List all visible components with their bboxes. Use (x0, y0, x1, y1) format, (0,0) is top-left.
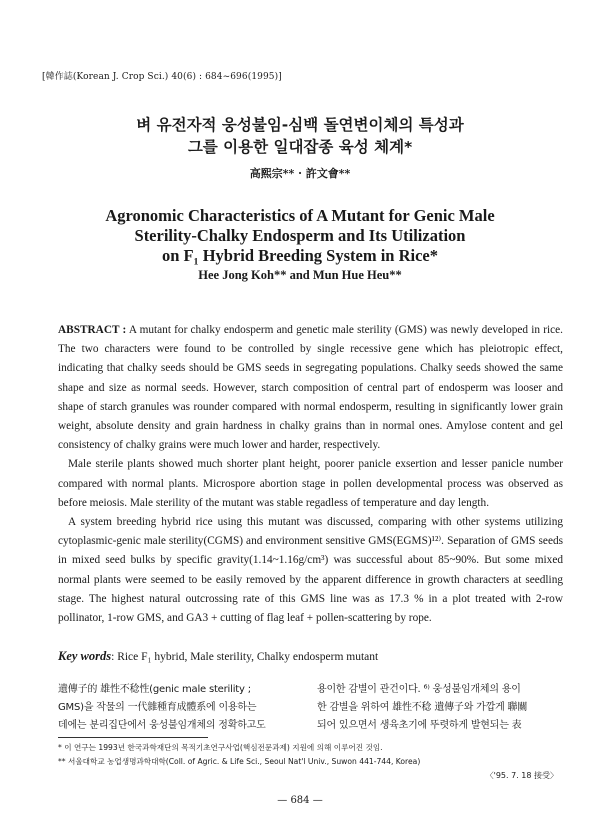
body-line: 용이한 감별이 관건이다. ⁶⁾ 웅성불임개체의 용이 (317, 684, 521, 695)
korean-title-line-2: 그를 이용한 일대잡종 육성 체계* (187, 138, 413, 156)
keywords-text: : Rice F₁ hybrid, Male sterility, Chalky endosperm mutant (111, 651, 379, 663)
abstract-paragraph-1 (58, 321, 563, 455)
keywords-label: Key words (58, 649, 112, 663)
received-date: 〈'95. 7. 18 接受〉 (485, 771, 558, 780)
body-line: 한 감별을 위하여 雄性不稔 遺傳子와 가깝게 聯關 (317, 702, 528, 713)
abstract-label: ABSTRACT : (58, 324, 127, 336)
english-title-line-2: Sterility-Chalky Endosperm and Its Utilization (134, 226, 466, 245)
english-authors: Hee Jong Koh** and Mun Hue Heu** (198, 268, 402, 282)
abstract-paragraph-3: A system breeding hybrid rice using this mutant was discussed, comparing with other systems utilizing cytoplasmic-genic male sterility(CGMS) and environment sensitive GMS(EGMS)¹²⁾. Separation of GMS seeds in mixed seed bulks by specific gravity(1.14~1.16g/cm³) was successful about 85~90%. But some mixed normal plants were seemed to be easily removed by the apparent difference in growth characters at seedling stage. The highest natural outcrossing rate of this GMS line was as 17.3 % in a plot treated with 2-row pollinator, 1-row GMS, and GA3 + cutting of flag leaf + pollen-scattering by rope. (58, 516, 563, 625)
journal-reference: [韓作誌(Korean J. Crop Sci.) 40(6) : 684~696(1995)] (42, 72, 282, 82)
body-line: GMS)을 작물의 一代雜種育成體系에 이용하는 (58, 702, 257, 713)
english-title-line-1: Agronomic Characteristics of A Mutant for Genic Male (105, 206, 495, 225)
page-number: — 684 — (277, 795, 323, 806)
korean-title-line-1: 벼 유전자적 웅성불임-심백 돌연변이체의 특성과 (136, 116, 464, 134)
abstract-paragraph-2: Male sterile plants showed much shorter plant height, poorer panicle exsertion and lesser panicle number compared with normal plants. Microspore abortion stage in pollen developmental process was observed as before meiosis. Male sterility of the mutant was stable regadless of temperature and day length. (58, 458, 563, 509)
footnote-divider (58, 737, 208, 738)
abstract (58, 321, 563, 628)
body-line: 되어 있으면서 생육초기에 뚜렷하게 발현되는 表 (317, 720, 522, 731)
footnote-funding: * 이 연구는 1993년 한국과학재단의 목적기초연구사업(핵심전문과제) 지원에 의해 이루어진 것임. (58, 743, 383, 752)
footnote-affiliation: ** 서울대학교 농업생명과학대학(Coll. of Agric. & Life Sci., Seoul Nat'l Univ., Suwon 441-744, Korea) (58, 757, 421, 766)
korean-authors: 高熙宗** · 許文會** (249, 167, 351, 180)
body-line: 遺傳子的 雄性不稔性(genic male sterility ; (58, 684, 251, 695)
body-line: 데에는 분리집단에서 웅성불임개체의 정확하고도 (58, 720, 266, 731)
body-right-column (317, 681, 562, 735)
keywords (58, 649, 563, 664)
english-title-line-3: on F₁ Hybrid Breeding System in Rice* (162, 246, 438, 265)
body-left-column (58, 681, 303, 735)
abstract-paragraph-1-text: A mutant for chalky endosperm and genetic male sterility (GMS) was newly developed in rice. The two characters were found to be controlled by single recessive gene which has pleiotropic effect, indicating that chalky seeds should be GMS seeds in segregating populations. Chalky seeds showed the same shape and size as normal seeds. However, starch composition of central part of endosperm was looser and shape of starch granules was rounder compared with normal endosperm, resulting in significantly lower grain weight, absolute density and grain hardness in chalky grains than in normal ones. Amylose content and gel consistency of chalky grains were much lower and harder, respectively. (58, 324, 563, 452)
